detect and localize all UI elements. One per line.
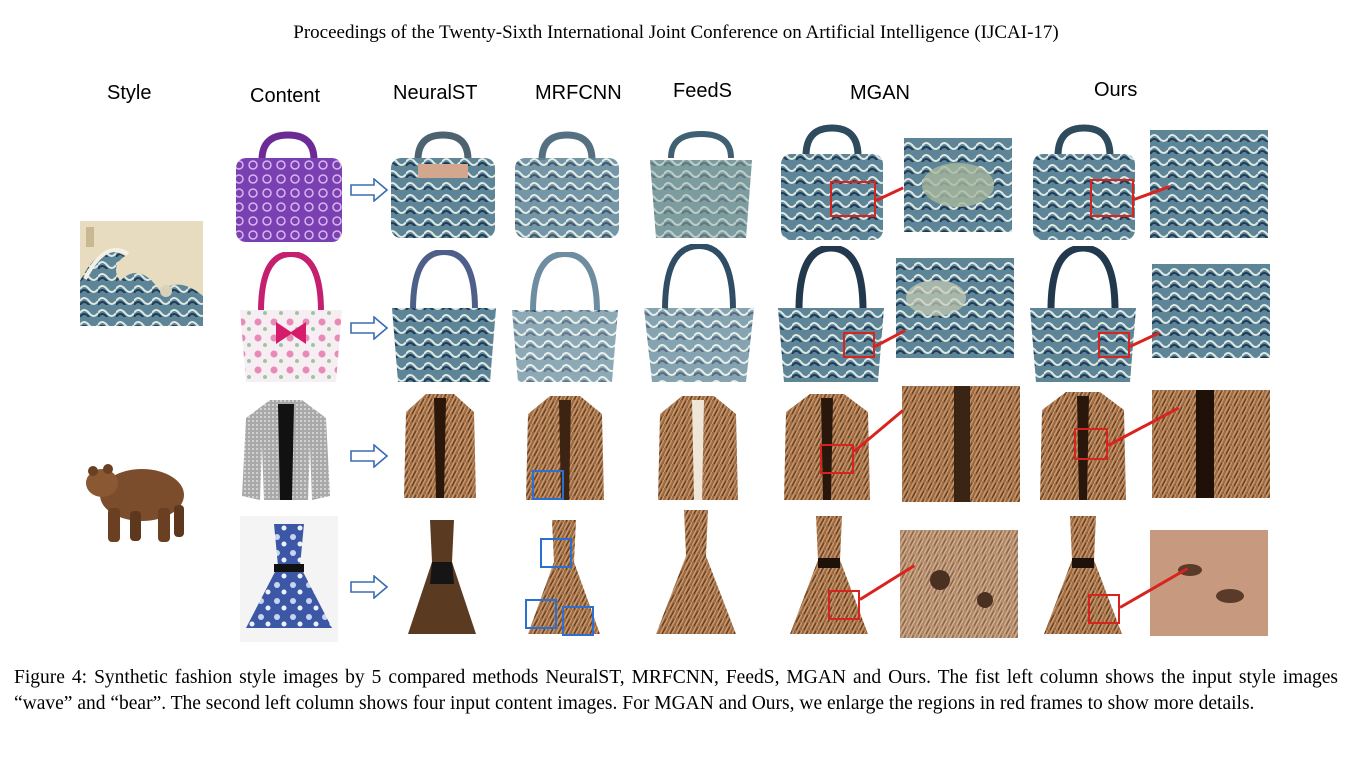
result-neuralst-3 [402, 390, 478, 504]
result-ours-2 [1026, 246, 1140, 386]
col-label-style: Style [107, 82, 152, 104]
result-mgan-2 [774, 246, 888, 386]
red-frame [820, 444, 854, 474]
result-feeds-2 [640, 244, 758, 386]
arrow-icon [350, 316, 388, 340]
result-neuralst-4 [404, 514, 480, 638]
result-mrfcnn-1 [512, 130, 622, 240]
result-feeds-4 [652, 506, 740, 638]
col-label-mgan: MGAN [850, 82, 910, 104]
artifact-frame [525, 599, 557, 629]
col-label-feeds: FeedS [673, 80, 732, 102]
red-frame [1088, 594, 1120, 624]
artifact-frame [562, 606, 594, 636]
col-label-ours: Ours [1094, 79, 1138, 101]
red-frame [843, 332, 875, 358]
red-frame [1090, 179, 1134, 217]
zoom-ours-4 [1150, 530, 1268, 636]
zoom-ours-1 [1150, 130, 1268, 238]
content-image-pink-bag [236, 252, 346, 386]
arrow-icon [350, 575, 388, 599]
artifact-frame [540, 538, 572, 568]
result-mrfcnn-2 [508, 252, 622, 386]
zoom-mgan-2 [896, 258, 1014, 358]
content-image-floral-dress [240, 516, 338, 642]
style-image-wave [80, 221, 203, 326]
content-image-purple-bag [232, 130, 344, 245]
col-label-content: Content [250, 85, 321, 107]
content-image-grey-coat [240, 396, 332, 502]
artifact-frame [532, 470, 564, 500]
zoom-mgan-4 [900, 530, 1018, 638]
arrow-icon [350, 178, 388, 202]
zoom-mgan-1 [904, 138, 1012, 232]
figure-caption: Figure 4: Synthetic fashion style images by 5 compared methods NeuralST, MRFCNN, FeedS, MGAN and Ours. The fist left column shows the input style images “wave” and “bear”. The second left column shows four input content images. For MGAN and Ours, we enlarge the regions in red frames to show more details. [14, 667, 1338, 714]
red-frame [828, 590, 860, 620]
red-frame [1098, 332, 1130, 358]
zoom-ours-3 [1152, 390, 1270, 498]
red-frame [830, 181, 876, 217]
col-label-mrfcnn: MRFCNN [535, 82, 622, 104]
result-feeds-3 [656, 392, 740, 504]
arrow-icon [350, 444, 388, 468]
zoom-ours-2 [1152, 264, 1270, 358]
col-label-neuralst: NeuralST [393, 82, 478, 104]
running-header: Proceedings of the Twenty-Sixth International Joint Conference on Artificial Intelligence (IJCAI-17) [293, 22, 1059, 43]
red-frame [1074, 428, 1108, 460]
style-image-bear [80, 453, 192, 549]
result-feeds-1 [646, 130, 756, 240]
zoom-mgan-3 [902, 386, 1020, 502]
result-neuralst-2 [388, 250, 500, 386]
result-neuralst-1 [388, 130, 498, 240]
